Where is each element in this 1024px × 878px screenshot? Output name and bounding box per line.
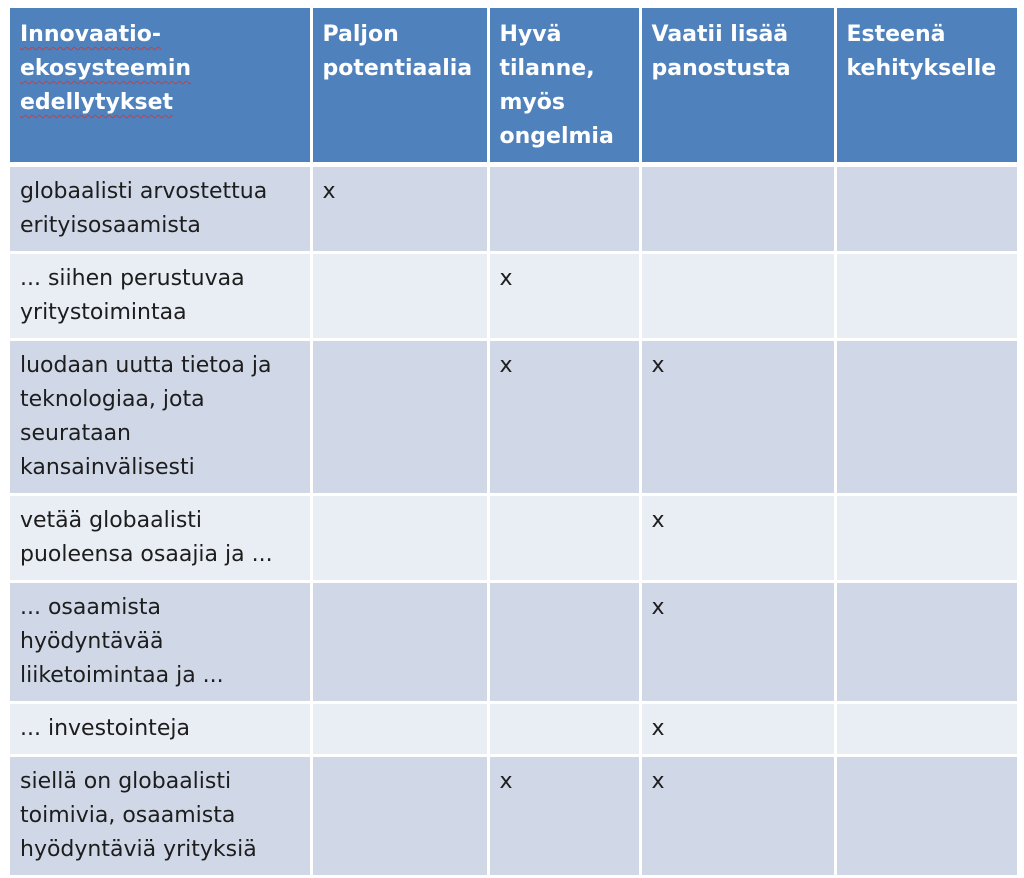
table-cell: x <box>488 756 640 877</box>
table-row <box>10 756 1018 877</box>
table-cell <box>835 703 1018 756</box>
row-label: ... siihen perustuvaa yritystoimintaa <box>10 253 311 340</box>
table-row <box>10 703 1018 756</box>
header-criteria <box>10 8 311 165</box>
header-criteria-label: Innovaatio-ekosysteemin edellytykset <box>20 22 192 115</box>
table-cell: x <box>640 756 835 877</box>
table-cell <box>311 756 488 877</box>
table-cell <box>488 582 640 703</box>
header-high-potential: Paljon potentiaalia <box>311 8 488 165</box>
table-cell: x <box>488 253 640 340</box>
table-cell <box>311 253 488 340</box>
header-row <box>10 8 1018 165</box>
table-cell <box>311 340 488 495</box>
table-row <box>10 340 1018 495</box>
header-needs-investment: Vaatii lisää panostusta <box>640 8 835 165</box>
table-cell: x <box>640 703 835 756</box>
table-cell: x <box>311 165 488 253</box>
table-cell <box>835 582 1018 703</box>
table-cell <box>835 253 1018 340</box>
table-cell <box>640 253 835 340</box>
table-cell <box>311 582 488 703</box>
table-cell: x <box>488 340 640 495</box>
table-row <box>10 582 1018 703</box>
row-label: luodaan uutta tietoa ja teknologiaa, jota seurataan kansainvälisesti <box>10 340 311 495</box>
table-cell <box>488 703 640 756</box>
table-cell <box>835 165 1018 253</box>
table-cell <box>640 165 835 253</box>
table-cell: x <box>640 340 835 495</box>
table-cell: x <box>640 495 835 582</box>
table-cell <box>835 756 1018 877</box>
header-obstacle: Esteenä kehitykselle <box>835 8 1018 165</box>
table-cell <box>311 495 488 582</box>
row-label: ... investointeja <box>10 703 311 756</box>
assessment-table <box>10 8 1020 878</box>
table-cell: x <box>640 582 835 703</box>
table-cell <box>835 495 1018 582</box>
table-cell <box>488 165 640 253</box>
row-label: siellä on globaalisti toimivia, osaamista hyödyntäviä yrityksiä <box>10 756 311 877</box>
header-good-with-problems: Hyvä tilanne, myös ongelmia <box>488 8 640 165</box>
row-label: globaalisti arvostettua erityisosaamista <box>10 165 311 253</box>
row-label: ... osaamista hyödyntävää liiketoimintaa ja ... <box>10 582 311 703</box>
table-cell <box>488 495 640 582</box>
table-cell <box>835 340 1018 495</box>
table-row <box>10 253 1018 340</box>
table-cell <box>311 703 488 756</box>
table-row <box>10 495 1018 582</box>
row-label: vetää globaalisti puoleensa osaajia ja ... <box>10 495 311 582</box>
table-row <box>10 165 1018 253</box>
